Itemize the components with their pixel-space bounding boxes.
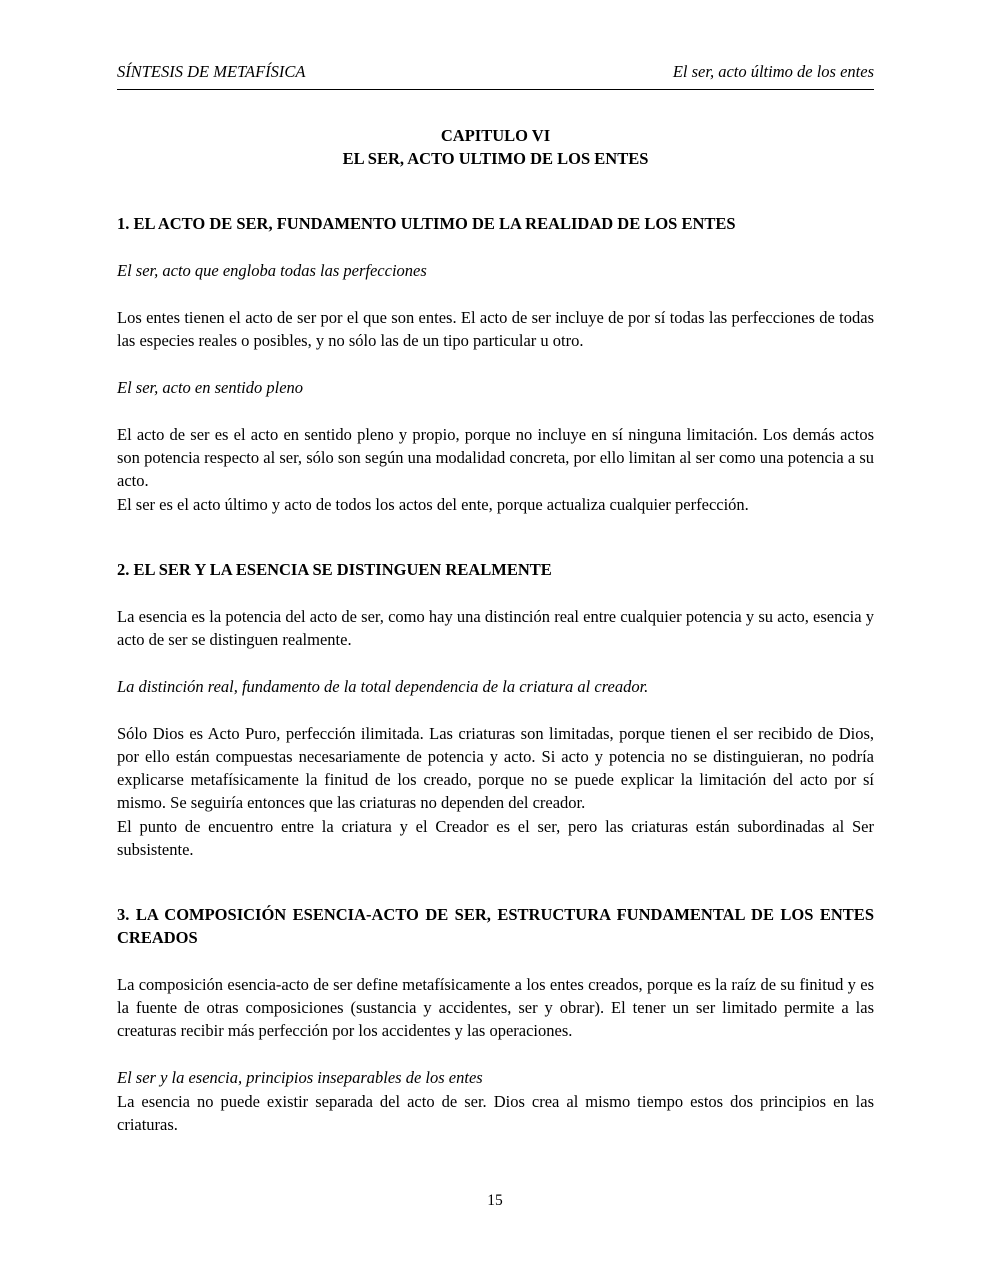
paragraph: La esencia no puede existir separada del acto de ser. Dios crea al mismo tiempo estos dos principios en las criaturas. <box>117 1092 874 1134</box>
paragraph: El acto de ser es el acto en sentido pleno y propio, porque no incluye en sí ninguna limitación. Los demás actos son potencia respecto al ser, sólo son según una modalidad concreta, por ello limitan al ser como una potencia a su acto. <box>117 425 874 490</box>
paragraph: El ser es el acto último y acto de todos los actos del ente, porque actualiza cualquier perfección. <box>117 495 749 514</box>
page-number: 15 <box>487 1192 503 1209</box>
chapter-title <box>117 124 874 170</box>
paragraph: Sólo Dios es Acto Puro, perfección ilimitada. Las criaturas son limitadas, porque tienen el ser recibido de Dios, por ello están compuestas necesariamente de potencia y acto. Si acto y potencia no se distinguieran, no podría explicarse metafísicamente la finitud de los creado, porque no se puede explicar la limitación del acto por sí mismo. Se seguiría entonces que las criaturas no dependen del creador. <box>117 724 874 812</box>
header-left-title: SÍNTESIS DE METAFÍSICA <box>117 62 306 81</box>
header-rule <box>117 89 874 90</box>
paragraph: La esencia es la potencia del acto de ser, como hay una distinción real entre cualquier potencia y su acto, esencia y acto de ser se distinguen realmente. <box>117 607 874 649</box>
subheading: El ser, acto en sentido pleno <box>117 378 304 397</box>
section-heading-3: 3. LA COMPOSICIÓN ESENCIA-ACTO DE SER, ESTRUCTURA FUNDAMENTAL DE LOS ENTES CREADOS <box>117 905 874 947</box>
subheading: El ser y la esencia, principios inseparables de los entes <box>117 1068 483 1087</box>
page-content <box>117 60 874 1136</box>
paragraph: El punto de encuentro entre la criatura y el Creador es el ser, pero las criaturas están subordinadas al Ser subsistente. <box>117 817 874 859</box>
chapter-title-line1: CAPITULO VI <box>440 126 551 145</box>
paragraph: Los entes tienen el acto de ser por el que son entes. El acto de ser incluye de por sí todas las perfecciones de todas las especies reales o posibles, y no sólo las de un tipo particular u otro. <box>117 308 874 350</box>
subheading: La distinción real, fundamento de la total dependencia de la criatura al creador. <box>117 677 649 696</box>
subheading: El ser, acto que engloba todas las perfecciones <box>117 261 427 280</box>
header-right-title: El ser, acto último de los entes <box>672 62 874 81</box>
running-header <box>117 60 874 89</box>
section-heading-1: 1. EL ACTO DE SER, FUNDAMENTO ULTIMO DE LA REALIDAD DE LOS ENTES <box>117 214 736 233</box>
paragraph: La composición esencia-acto de ser define metafísicamente a los entes creados, porque es la raíz de su finitud y es la fuente de otras composiciones (sustancia y accidentes, ser y obrar). El tener un ser limitado permite a las creaturas recibir más perfección por los accidentes y las operaciones. <box>117 975 874 1040</box>
section-heading-2: 2. EL SER Y LA ESENCIA SE DISTINGUEN REALMENTE <box>117 560 552 579</box>
chapter-title-line2: EL SER, ACTO ULTIMO DE LOS ENTES <box>342 149 649 168</box>
